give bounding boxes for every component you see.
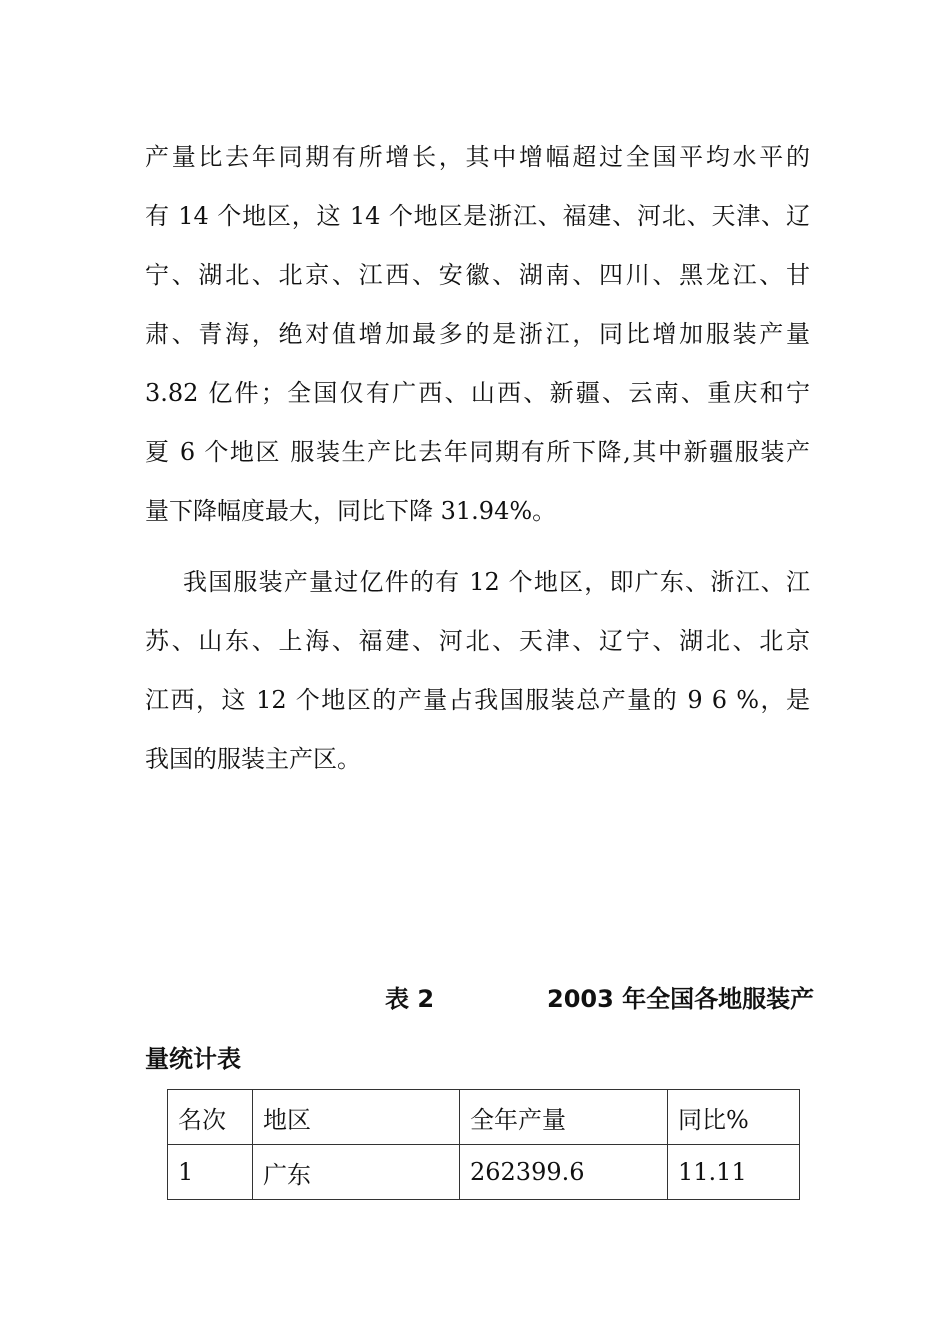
- text-line: 苏、山东、上海、福建、河北、天津、辽宁、湖北、北京: [145, 627, 810, 655]
- header-rank: 名次: [168, 1090, 253, 1145]
- text-line: 夏 6 个地区 服装生产比去年同期有所下降,其中新疆服装产: [145, 438, 810, 466]
- text-line: 肃、青海，绝对值增加最多的是浙江，同比增加服装产量: [145, 320, 810, 348]
- table-title: 2003 年全国各地服装产: [547, 985, 815, 1013]
- table-label: 表 2: [385, 985, 435, 1013]
- text-line: 江西，这 12 个地区的产量占我国服装总产量的 9 6 %，是: [145, 686, 810, 714]
- cell-annual-output: 262399.6: [460, 1145, 668, 1200]
- text-line: 3.82 亿件；全国仅有广西、山西、新疆、云南、重庆和宁: [145, 379, 810, 407]
- table-row: [168, 1145, 800, 1200]
- text-line: 我国服装产量过亿件的有 12 个地区，即广东、浙江、江: [183, 568, 810, 596]
- text-line: 宁、湖北、北京、江西、安徽、湖南、四川、黑龙江、甘: [145, 261, 810, 289]
- cell-region: 广东: [253, 1145, 460, 1200]
- cell-rank: 1: [168, 1145, 253, 1200]
- production-table: [167, 1089, 800, 1200]
- text-line: 量下降幅度最大，同比下降 31.94%。: [145, 497, 557, 525]
- cell-yoy-percent: 11.11: [668, 1145, 800, 1200]
- text-line: 我国的服装主产区。: [145, 745, 361, 773]
- header-annual-output: 全年产量: [460, 1090, 668, 1145]
- header-yoy-percent: 同比%: [668, 1090, 800, 1145]
- table-title-continued: 量统计表: [145, 1045, 241, 1073]
- text-line: 产量比去年同期有所增长，其中增幅超过全国平均水平的: [145, 143, 810, 171]
- text-line: 有 14 个地区，这 14 个地区是浙江、福建、河北、天津、辽: [145, 202, 810, 230]
- header-region: 地区: [253, 1090, 460, 1145]
- table-header-row: [168, 1090, 800, 1145]
